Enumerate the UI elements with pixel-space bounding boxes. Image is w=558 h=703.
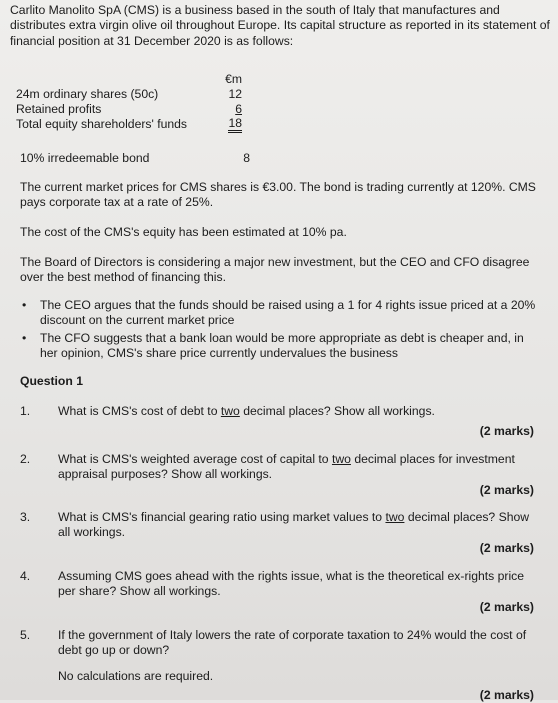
question-number: 4. xyxy=(20,569,31,583)
marks-label: (2 marks) xyxy=(479,483,534,497)
intro-paragraph: Carlito Manolito SpA (CMS) is a business based in the south of Italy that manufactures and distributes extra virgin olive oil throughout Europe. Its capital structure as reported in its statement of financial position at 31 December 2020 is as follows: xyxy=(10,3,550,48)
row-label: Total equity shareholders' funds xyxy=(16,117,188,131)
table-header-row xyxy=(16,72,256,87)
bullet-icon: • xyxy=(22,330,27,345)
currency-header: €m xyxy=(225,72,242,86)
question-number: 5. xyxy=(20,628,31,642)
bond-value: 8 xyxy=(243,151,250,165)
bullet-text: The CFO suggests that a bank loan would be more appropriate as debt is cheaper and, in her opinion, CMS's share price currently undervalues the business xyxy=(40,330,524,360)
question-heading: Question 1 xyxy=(20,374,83,388)
market-paragraph: The current market prices for CMS shares is €3.00. The bond is trading currently at 120%. CMS pays corporate tax at a rate of 25%. xyxy=(20,180,536,210)
list-item xyxy=(22,331,542,362)
row-label: 24m ordinary shares (50c) xyxy=(16,87,159,101)
question-item xyxy=(20,404,546,444)
question-note: No calculations are required. xyxy=(58,669,214,683)
marks-label: (2 marks) xyxy=(479,424,534,438)
question-item xyxy=(20,452,546,502)
marks-label: (2 marks) xyxy=(479,600,534,614)
cost-equity-paragraph: The cost of the CMS's equity has been estimated at 10% pa. xyxy=(20,225,347,239)
marks-label: (2 marks) xyxy=(479,688,534,702)
question-item xyxy=(20,569,546,619)
bullet-icon: • xyxy=(22,298,27,312)
table-row xyxy=(16,102,256,117)
question-text: What is CMS's financial gearing ratio using market values to two decimal places? Show all workings. xyxy=(58,510,530,540)
row-value: 6 xyxy=(235,102,242,116)
bond-row xyxy=(20,151,250,166)
marks-label: (2 marks) xyxy=(479,541,534,555)
table-row xyxy=(16,87,256,102)
capital-structure-table xyxy=(16,72,256,132)
row-value-total: 18 xyxy=(228,117,242,133)
question-text: If the government of Italy lowers the rate of corporate taxation to 24% would the cost of debt go up or down? xyxy=(58,628,527,658)
row-value: 12 xyxy=(228,87,242,101)
table-row xyxy=(16,117,256,132)
question-text: What is CMS's weighted average cost of capital to two decimal places for investment appraisal purposes? Show all workings. xyxy=(58,452,515,482)
board-paragraph: The Board of Directors is considering a major new investment, but the CEO and CFO disagree over the best method of financing this. xyxy=(20,255,530,285)
question-text: Assuming CMS goes ahead with the rights issue, what is the theoretical ex-rights price per share? Show all workings. xyxy=(58,569,525,599)
question-number: 2. xyxy=(20,452,31,466)
question-item xyxy=(20,628,546,700)
bond-label: 10% irredeemable bond xyxy=(20,151,150,165)
question-number: 1. xyxy=(20,404,31,418)
bullet-list xyxy=(22,298,542,363)
question-item xyxy=(20,510,546,560)
row-label: Retained profits xyxy=(16,102,102,116)
question-text: What is CMS's cost of debt to two decimal places? Show all workings. xyxy=(58,404,435,418)
question-number: 3. xyxy=(20,510,31,524)
bullet-text: The CEO argues that the funds should be raised using a 1 for 4 rights issue priced at a 20% discount on the current market price xyxy=(40,298,536,328)
list-item xyxy=(22,298,542,329)
